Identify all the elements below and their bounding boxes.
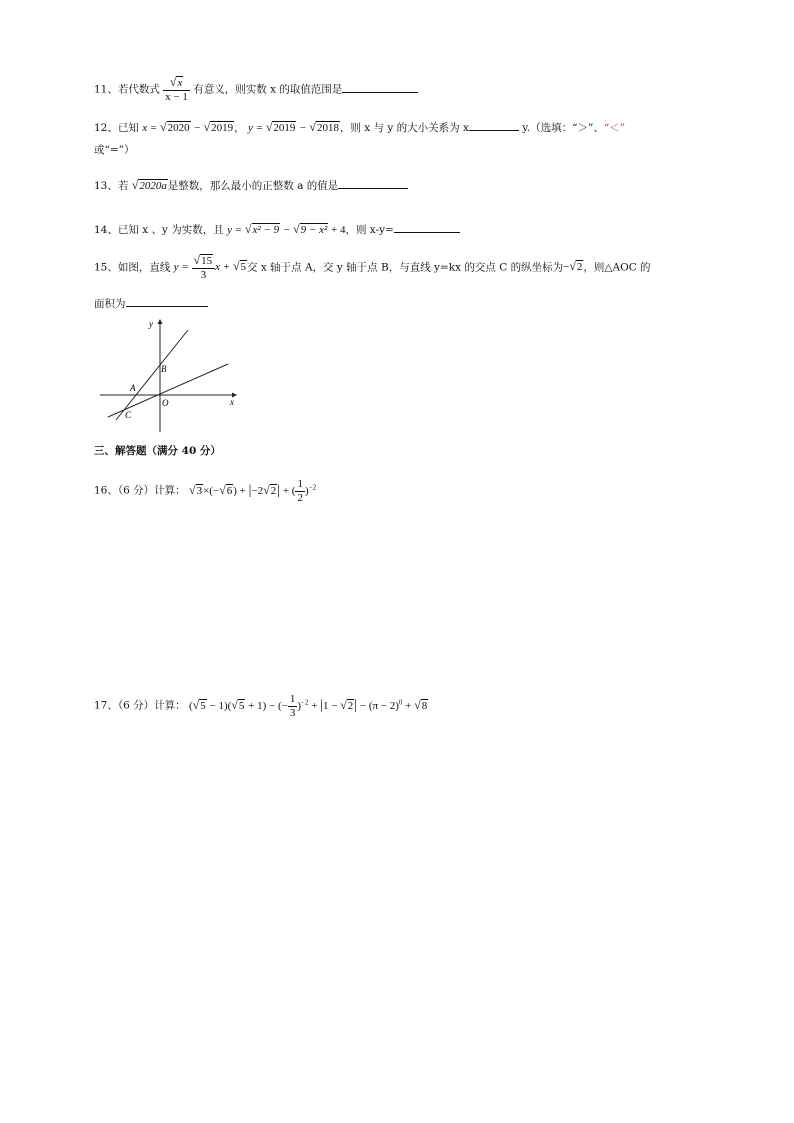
question-16: 16、（6 分）计算： √3×(−√6) + |−2√2| + ( $\frac{1}{2}$ )$^{-2}$ xyxy=(94,478,317,504)
q14-answer-blank[interactable] xyxy=(394,222,460,233)
question-13: 13、若 √2020a是整数，那么最小的正整数 a 的值是 xyxy=(94,178,408,192)
label-x: x xyxy=(230,397,234,407)
q12-number: 12 xyxy=(94,122,108,134)
line-AB xyxy=(116,330,188,420)
q15-answer-blank[interactable] xyxy=(126,296,208,307)
question-12: 12、已知 x = √2020 − √2019， y = √2019 − √2018，则 x 与 y 的大小关系为 x y.（选填：“＞”、“＜” xyxy=(94,120,626,134)
q14-number: 14 xyxy=(94,224,108,236)
q13-radical: √2020a xyxy=(131,178,167,192)
q12-y-expression: y = √2019 − √2018 xyxy=(248,120,339,134)
q12-x-expression: x = √2020 − √2019 xyxy=(142,120,234,134)
q11-number: 11 xyxy=(94,83,108,96)
q15-line-equation: y = $\frac{√15}{3}$ x + √5 xyxy=(173,253,247,281)
label-A: A xyxy=(130,383,136,393)
q12-option-less: “＜” xyxy=(603,122,626,134)
question-11 xyxy=(94,76,418,103)
q15-neg-root2: −√2 xyxy=(563,259,583,274)
label-y: y xyxy=(149,319,153,329)
q16-expression: √3×(−√6) + |−2√2| + ( $\frac{1}{2}$ )$^{-2}$ xyxy=(189,478,317,504)
q13-answer-blank[interactable] xyxy=(338,178,408,189)
q11-fraction: $\frac{√x}{x - 1}$ xyxy=(165,75,188,103)
y-axis-arrow xyxy=(158,319,163,324)
label-C: C xyxy=(125,410,132,420)
q15-line2: 面积为 xyxy=(94,296,208,310)
q17-expression: (√5 − 1)(√5 + 1) − (− $\frac{1}{3}$ )$^{-2} + |1 - √2| - (\pi - 2)^0 + √8$ xyxy=(189,693,428,719)
q15-number: 15 xyxy=(94,261,108,274)
q12-answer-blank[interactable] xyxy=(469,120,519,131)
question-15: 15、如图，直线 y = $\frac{√15}{3}$ x + √5交 x 轴于点 A，交 y 轴于点 B，与直线 y=kx 的交点 C 的纵坐标为−√2，则△AOC 的 xyxy=(94,253,651,281)
q12-line2: 或“=”） xyxy=(94,144,135,156)
section-3-title: 三、解答题（满分 40 分） xyxy=(94,445,221,457)
q16-number: 16 xyxy=(94,484,108,497)
label-O: O xyxy=(162,398,169,408)
question-14: 14、已知 x 、y 为实数，且 y = √x² − 9 − √9 − x² + 4，则 x-y= xyxy=(94,222,460,236)
q15-figure xyxy=(96,314,242,438)
q11-suffix: 有意义，则实数 x 的取值范围是 xyxy=(193,83,343,96)
q13-number: 13 xyxy=(94,180,108,192)
q14-expression: y = √x² − 9 − √9 − x² + 4 xyxy=(227,222,346,236)
q17-number: 17 xyxy=(94,699,108,712)
q11-prefix: 、若代数式 xyxy=(107,83,160,96)
label-B: B xyxy=(161,364,167,374)
question-17: 17、（6 分）计算： (√5 − 1)(√5 + 1) − (− $\frac{1}{3}$ )$^{-2} + |1 - √2| - (\pi - 2)^0 + √8$ xyxy=(94,693,428,719)
q11-answer-blank[interactable] xyxy=(342,82,418,93)
